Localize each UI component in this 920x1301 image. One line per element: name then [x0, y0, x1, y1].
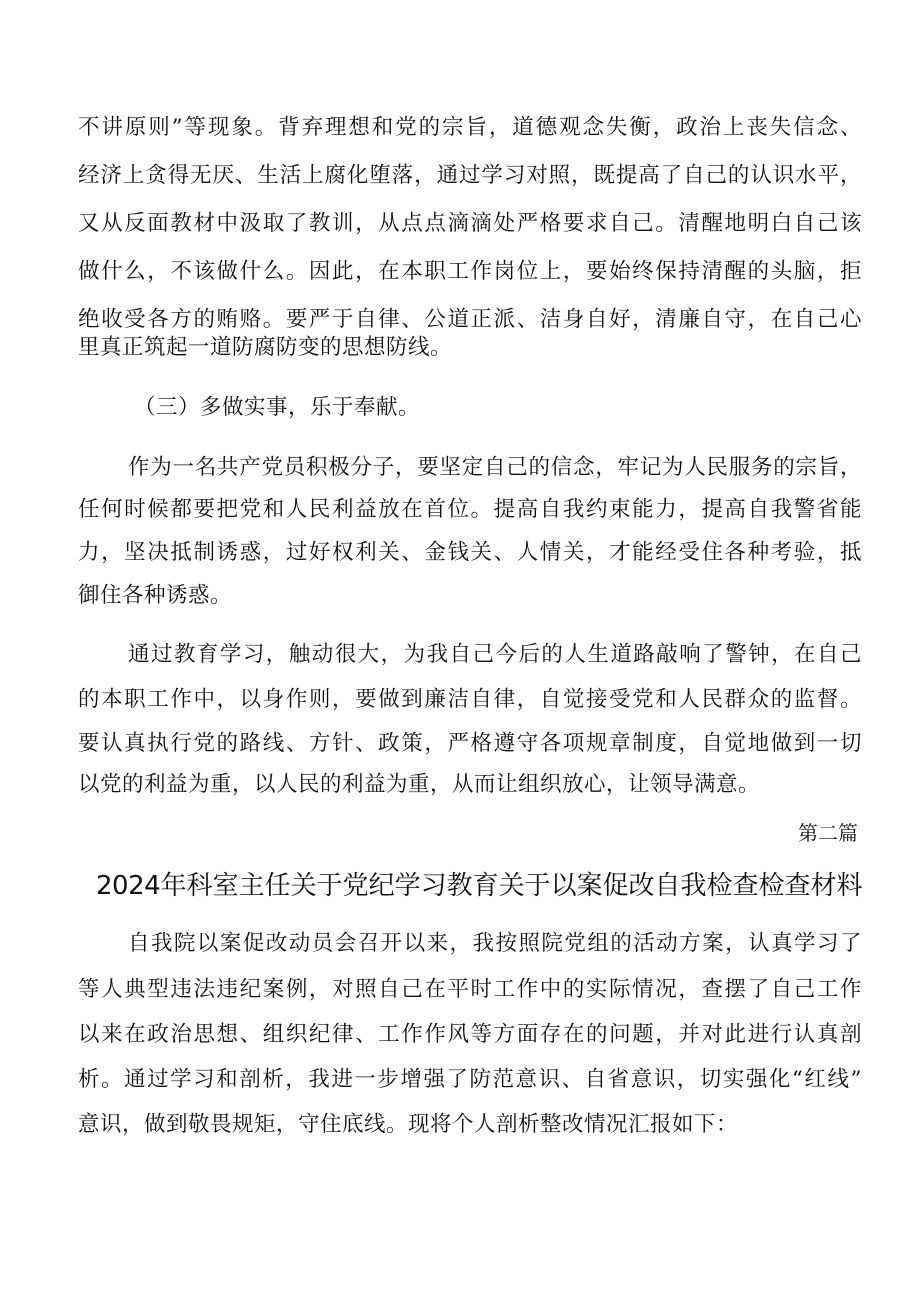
paragraph-line: 析。通过学习和剖析，我进一步增强了防范意识、自省意识，切实强化“红线”: [78, 1067, 862, 1092]
paragraph-line: 的本职工作中，以身作则，要做到廉洁自律，自觉接受党和人民群众的监督。: [78, 687, 862, 712]
paragraph-line: 做什么，不该做什么。因此，在本职工作岗位上，要始终保持清醒的头脑，拒: [78, 259, 862, 284]
paragraph-line: 作为一名共产党员积极分子，要坚定自己的信念，牢记为人民服务的宗旨，: [128, 455, 862, 480]
paragraph-line: 御住各种诱惑。: [78, 583, 233, 608]
paragraph-line: 绝收受各方的贿赂。要严于自律、公道正派、洁身自好，清廉自守，在自己心: [78, 307, 862, 332]
paragraph-line: 以来在政治思想、组织纪律、工作作风等方面存在的问题，并对此进行认真剖: [78, 1022, 862, 1047]
paragraph-line: 要认真执行党的路线、方针、政策，严格遵守各项规章制度，自觉地做到一切: [78, 731, 862, 756]
paragraph-line: 不讲原则”等现象。背弃理想和党的宗旨，道德观念失衡，政治上丧失信念、: [78, 115, 862, 140]
paragraph-line: 自我院以案促改动员会召开以来，我按照院党组的活动方案，认真学习了: [128, 931, 862, 956]
paragraph-line: 通过教育学习，触动很大，为我自己今后的人生道路敲响了警钟，在自己: [128, 642, 862, 667]
section-subheading: （三）多做实事，乐于奉献。: [134, 395, 421, 420]
paragraph-line: 力，坚决抵制诱惑，过好权利关、金钱关、人情关，才能经受住各种考验，抵: [78, 540, 862, 565]
section-label: 第二篇: [798, 821, 858, 845]
paragraph-line: 任何时候都要把党和人民利益放在首位。提高自我约束能力，提高自我警省能: [78, 497, 862, 522]
paragraph-line: 经济上贪得无厌、生活上腐化堕落，通过学习对照，既提高了自己的认识水平，: [78, 163, 862, 188]
paragraph-line: 里真正筑起一道防腐防变的思想防线。: [78, 335, 453, 360]
paragraph-line: 以党的利益为重，以人民的利益为重，从而让组织放心，让领导满意。: [78, 772, 761, 797]
document-title: 2024年科室主任关于党纪学习教育关于以案促改自我检查检查材料: [96, 871, 862, 901]
paragraph-line: 等人典型违法违纪案例，对照自己在平时工作中的实际情况，查摆了自己工作: [78, 977, 862, 1002]
paragraph-line: 又从反面教材中汲取了教训，从点点滴滴处严格要求自己。清醒地明白自己该: [78, 211, 862, 236]
paragraph-line: 意识，做到敬畏规矩，守住底线。现将个人剖析整改情况汇报如下：: [78, 1112, 739, 1137]
